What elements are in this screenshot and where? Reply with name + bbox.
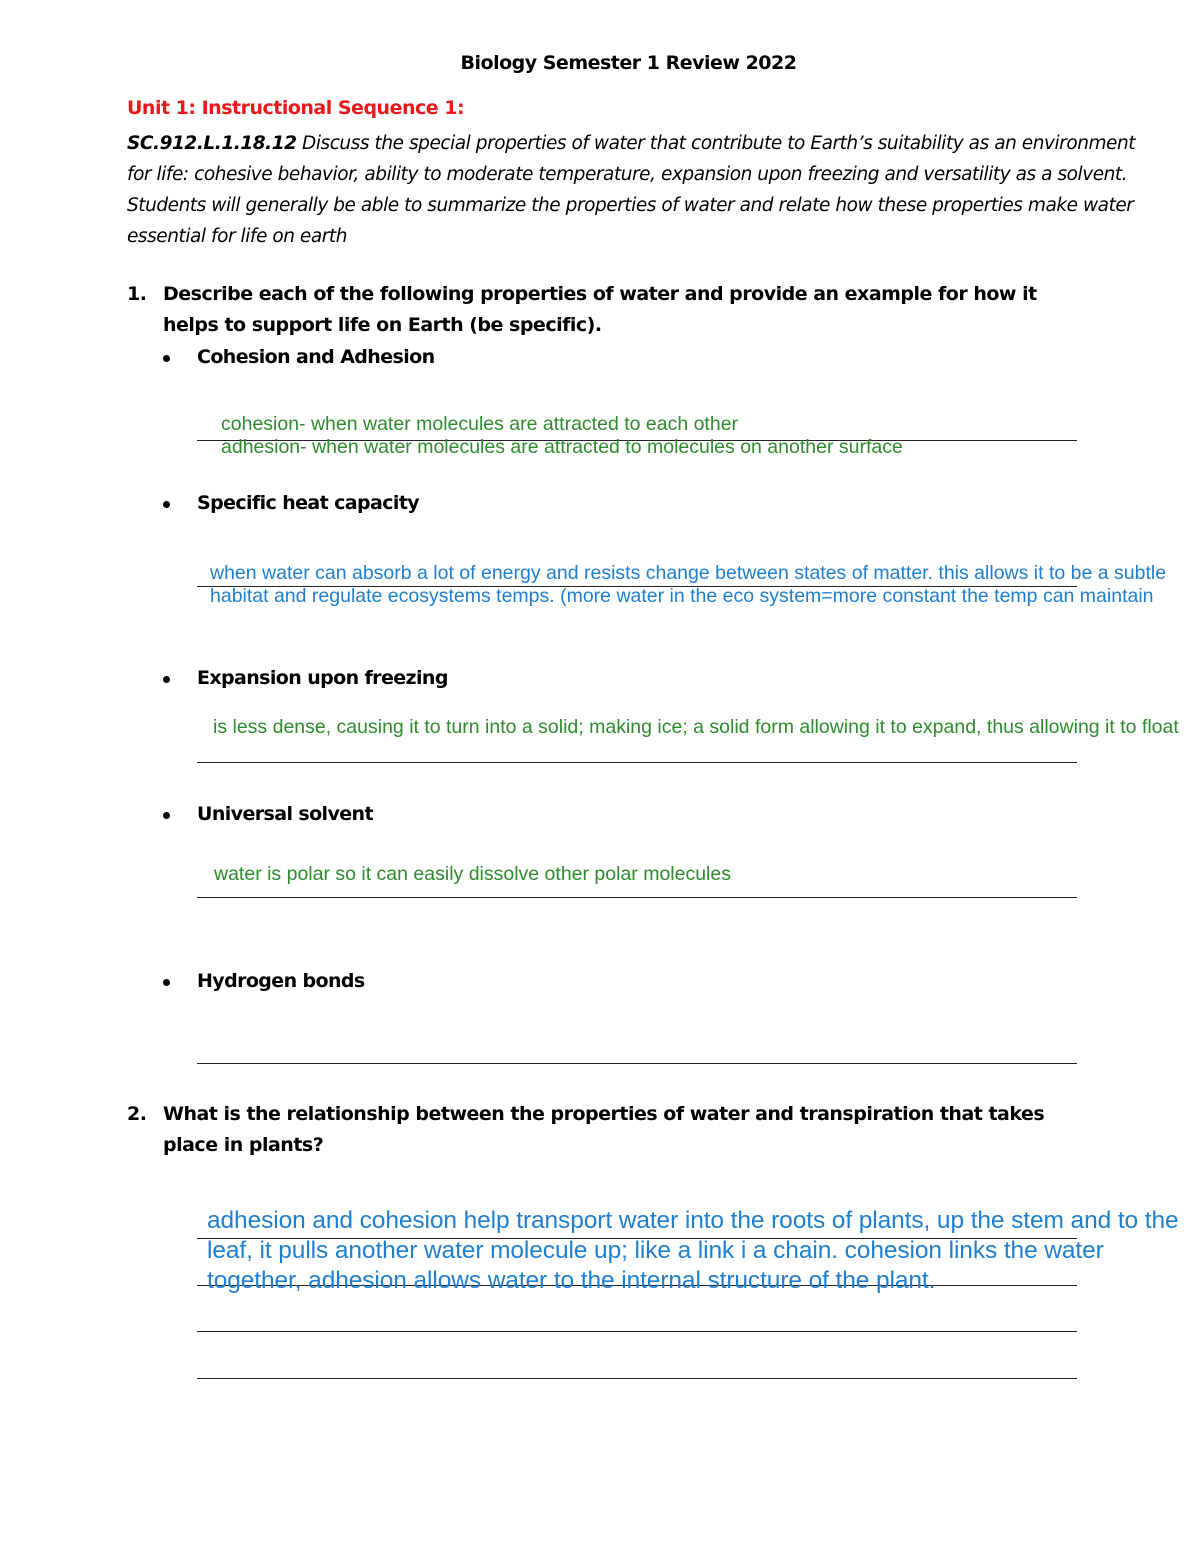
answer-line <box>197 1378 1077 1379</box>
question-1-number: 1. <box>127 283 147 305</box>
unit-heading: Unit 1: Instructional Sequence 1: <box>127 97 465 119</box>
answer-adhesion: adhesion- when water molecules are attracted to molecules on another surface <box>221 436 903 458</box>
answer-universal-solvent: water is polar so it can easily dissolve other polar molecules <box>214 863 731 885</box>
answer-cohesion: cohesion- when water molecules are attracted to each other <box>221 413 739 435</box>
bullet-icon <box>163 355 170 362</box>
page-title: Biology Semester 1 Review 2022 <box>460 52 797 74</box>
standard-code: SC.912.L.1.18.12 <box>127 133 297 154</box>
bullet-icon <box>163 676 170 683</box>
standard-description <box>127 128 1137 252</box>
answer-expansion: is less dense, causing it to turn into a solid; making ice; a solid form allowing it to expand, thus allowing it to float <box>213 716 1179 738</box>
answer-specific-heat: when water can absorb a lot of energy and resists change between states of matter. this allows it to be a subtle habitat and regulate ecosystems temps. (more water in the eco system=more constant the temp can maintain <box>210 562 1167 607</box>
property-label-universal-solvent: Universal solvent <box>197 803 373 825</box>
answer-transpiration: adhesion and cohesion help transport water into the roots of plants, up the stem and to the leaf, it pulls another water molecule up; like a link i a chain. cohesion links the water together, adhesion allows water to the internal structure of the plant. <box>207 1207 1179 1294</box>
bullet-icon <box>163 812 170 819</box>
answer-line <box>197 1063 1077 1064</box>
answer-line <box>197 897 1077 898</box>
property-label-specific-heat: Specific heat capacity <box>197 492 420 514</box>
property-label-hydrogen-bonds: Hydrogen bonds <box>197 970 365 992</box>
question-2-text: What is the relationship between the properties of water and transpiration that takes place in plants? <box>163 1103 1045 1156</box>
question-2-number: 2. <box>127 1103 147 1125</box>
bullet-icon <box>163 979 170 986</box>
question-1-text: Describe each of the following properties of water and provide an example for how it helps to support life on Earth (be specific). <box>163 283 1037 336</box>
answer-line <box>197 762 1077 763</box>
standard-text: Discuss the special properties of water that contribute to Earth’s suitability as an environment for life: cohesive behavior, ability to moderate temperature, expansion upon freezing and versatility as a solvent. Students will generally be able to summarize the properties of water and relate how these properties make water essential for life on earth <box>127 133 1136 247</box>
answer-line <box>197 1331 1077 1332</box>
property-label-expansion: Expansion upon freezing <box>197 667 448 689</box>
bullet-icon <box>163 501 170 508</box>
property-label-cohesion: Cohesion and Adhesion <box>197 346 435 368</box>
